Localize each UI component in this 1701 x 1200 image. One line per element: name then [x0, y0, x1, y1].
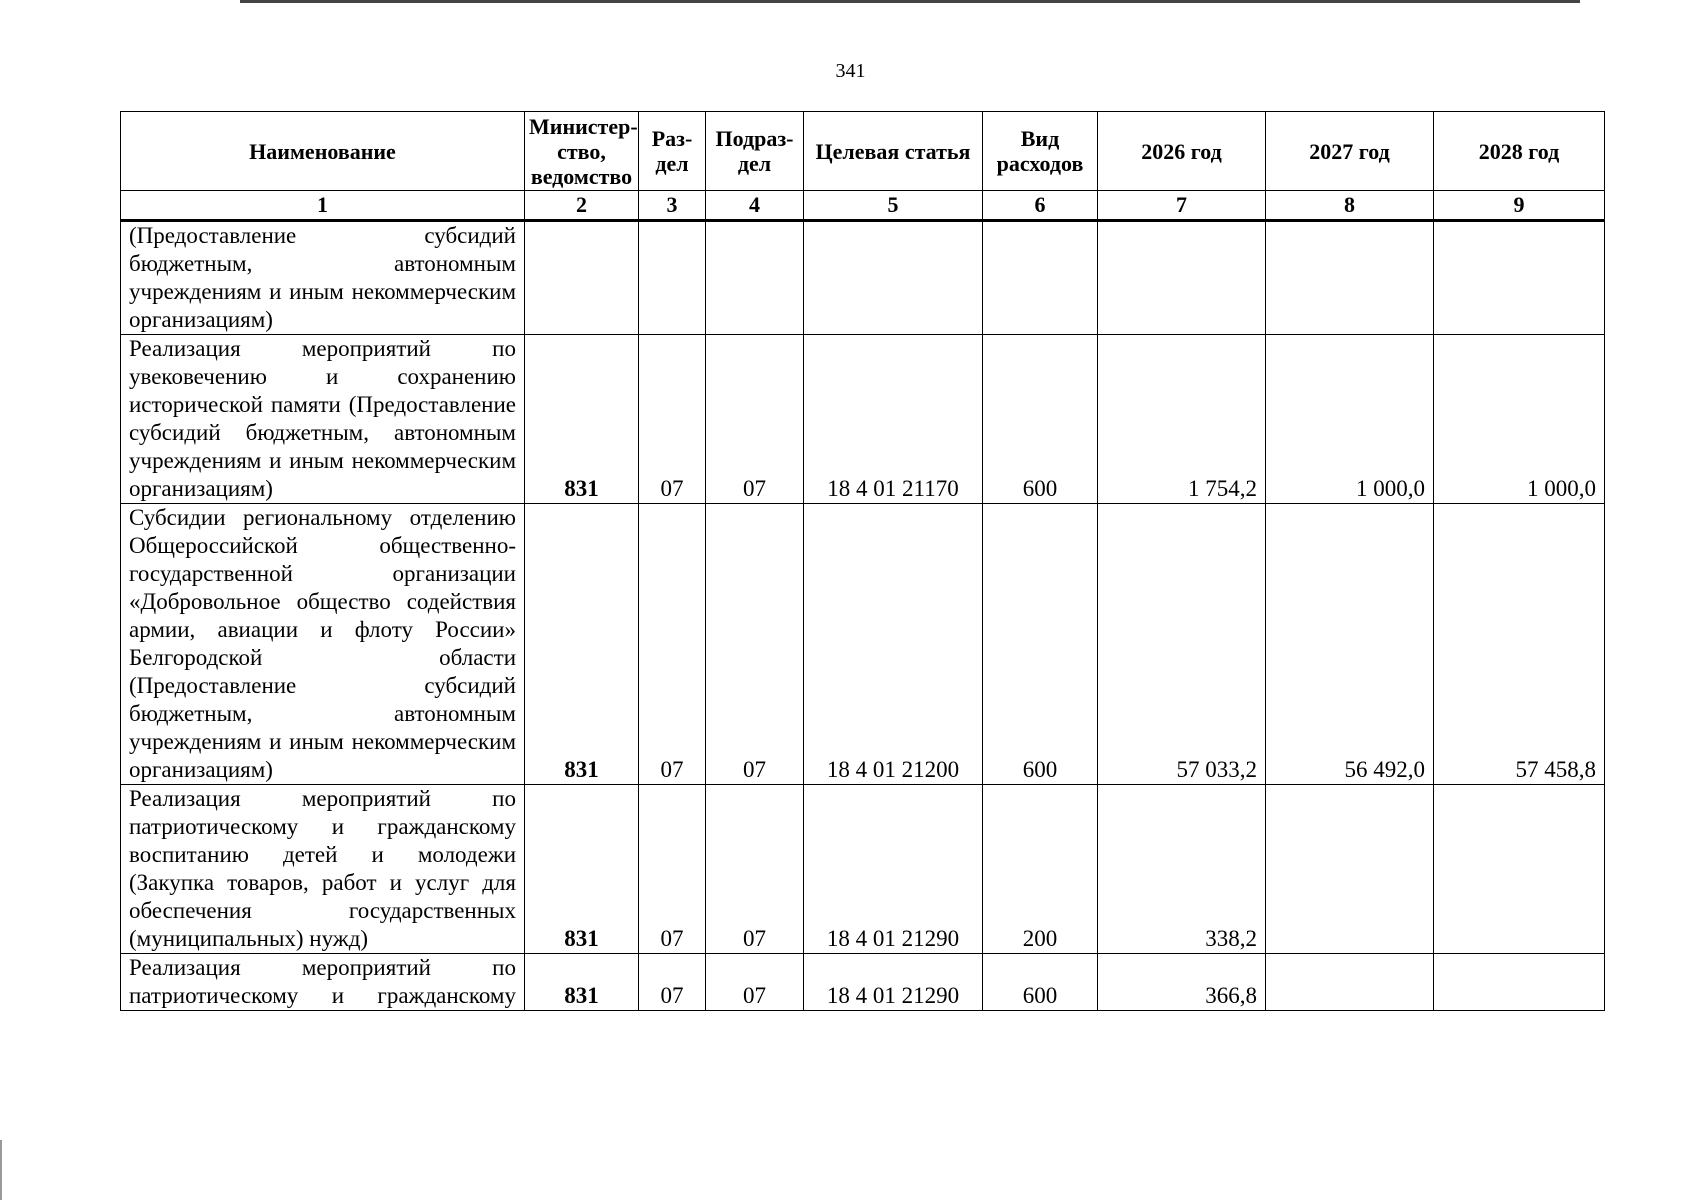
column-number: 3: [639, 191, 706, 221]
row-amount-2028: [1434, 785, 1605, 954]
row-subsection: [706, 221, 804, 335]
row-amount-2026: 57 033,2: [1098, 504, 1266, 785]
row-subsection: 07: [706, 335, 804, 504]
column-number: 9: [1434, 191, 1605, 221]
row-ministry: [525, 221, 639, 335]
row-section: 07: [639, 504, 706, 785]
left-scan-edge: [0, 1140, 2, 1200]
row-ministry: 831: [525, 954, 639, 1011]
row-amount-2028: 57 458,8: [1434, 504, 1605, 785]
column-number: 5: [804, 191, 983, 221]
top-scan-rule: [240, 0, 1580, 3]
table-row: [121, 221, 1605, 335]
header-year-2027: 2027 год: [1266, 112, 1434, 191]
row-expense-type: [983, 221, 1098, 335]
row-expense-type: 600: [983, 335, 1098, 504]
row-name: Реализация мероприятий по патриотическому и гражданскому воспитанию детей и молодежи (Закупка товаров, работ и услуг для обеспечения государственных (муниципальных) нужд): [121, 785, 525, 954]
row-amount-2027: [1266, 785, 1434, 954]
row-expense-type: 200: [983, 785, 1098, 954]
row-amount-2026: 366,8: [1098, 954, 1266, 1011]
table-row: [121, 785, 1605, 954]
row-subsection: 07: [706, 785, 804, 954]
row-name: Реализация мероприятий по увековечению и сохранению исторической памяти (Предоставление субсидий бюджетным, автономным учреждениям и иным некоммерческим организациям): [121, 335, 525, 504]
row-amount-2028: [1434, 954, 1605, 1011]
row-amount-2026: [1098, 221, 1266, 335]
row-ministry: 831: [525, 504, 639, 785]
row-section: 07: [639, 335, 706, 504]
column-number: 4: [706, 191, 804, 221]
row-target-article: 18 4 01 21200: [804, 504, 983, 785]
header-year-2026: 2026 год: [1098, 112, 1266, 191]
column-number: 2: [525, 191, 639, 221]
header-subsection: Подраз-дел: [706, 112, 804, 191]
row-section: [639, 221, 706, 335]
row-amount-2028: 1 000,0: [1434, 335, 1605, 504]
row-amount-2027: [1266, 954, 1434, 1011]
row-amount-2026: 1 754,2: [1098, 335, 1266, 504]
row-name: Субсидии региональному отделению Общероссийской общественно-государственной организации «Добровольное общество содействия армии, авиации и флоту России» Белгородской области (Предоставление субсидий бюджетным, автономным учреждениям и иным некоммерческим организациям): [121, 504, 525, 785]
column-number-row: [121, 191, 1605, 221]
table-row: [121, 335, 1605, 504]
column-number: 7: [1098, 191, 1266, 221]
column-number: 1: [121, 191, 525, 221]
row-name: Реализация мероприятий по патриотическому и гражданскому: [121, 954, 525, 1011]
row-amount-2026: 338,2: [1098, 785, 1266, 954]
row-target-article: 18 4 01 21290: [804, 954, 983, 1011]
row-ministry: 831: [525, 335, 639, 504]
table-row: [121, 954, 1605, 1011]
row-name: (Предоставление субсидий бюджетным, автономным учреждениям и иным некоммерческим организациям): [121, 221, 525, 335]
column-number: 6: [983, 191, 1098, 221]
row-amount-2027: 1 000,0: [1266, 335, 1434, 504]
row-subsection: 07: [706, 954, 804, 1011]
row-amount-2027: [1266, 221, 1434, 335]
row-expense-type: 600: [983, 504, 1098, 785]
row-amount-2028: [1434, 221, 1605, 335]
budget-table: [120, 111, 1605, 1011]
column-number: 8: [1266, 191, 1434, 221]
page-number: 341: [835, 60, 866, 82]
row-subsection: 07: [706, 504, 804, 785]
table-row: [121, 504, 1605, 785]
row-section: 07: [639, 954, 706, 1011]
header-name: Наименование: [121, 112, 525, 191]
row-target-article: [804, 221, 983, 335]
row-target-article: 18 4 01 21290: [804, 785, 983, 954]
header-expense-type: Вид расходов: [983, 112, 1098, 191]
header-row: [121, 112, 1605, 191]
header-ministry: Министер-ство, ведомство: [525, 112, 639, 191]
header-section: Раз-дел: [639, 112, 706, 191]
header-year-2028: 2028 год: [1434, 112, 1605, 191]
row-amount-2027: 56 492,0: [1266, 504, 1434, 785]
row-target-article: 18 4 01 21170: [804, 335, 983, 504]
row-expense-type: 600: [983, 954, 1098, 1011]
row-ministry: 831: [525, 785, 639, 954]
header-target-article: Целевая статья: [804, 112, 983, 191]
row-section: 07: [639, 785, 706, 954]
